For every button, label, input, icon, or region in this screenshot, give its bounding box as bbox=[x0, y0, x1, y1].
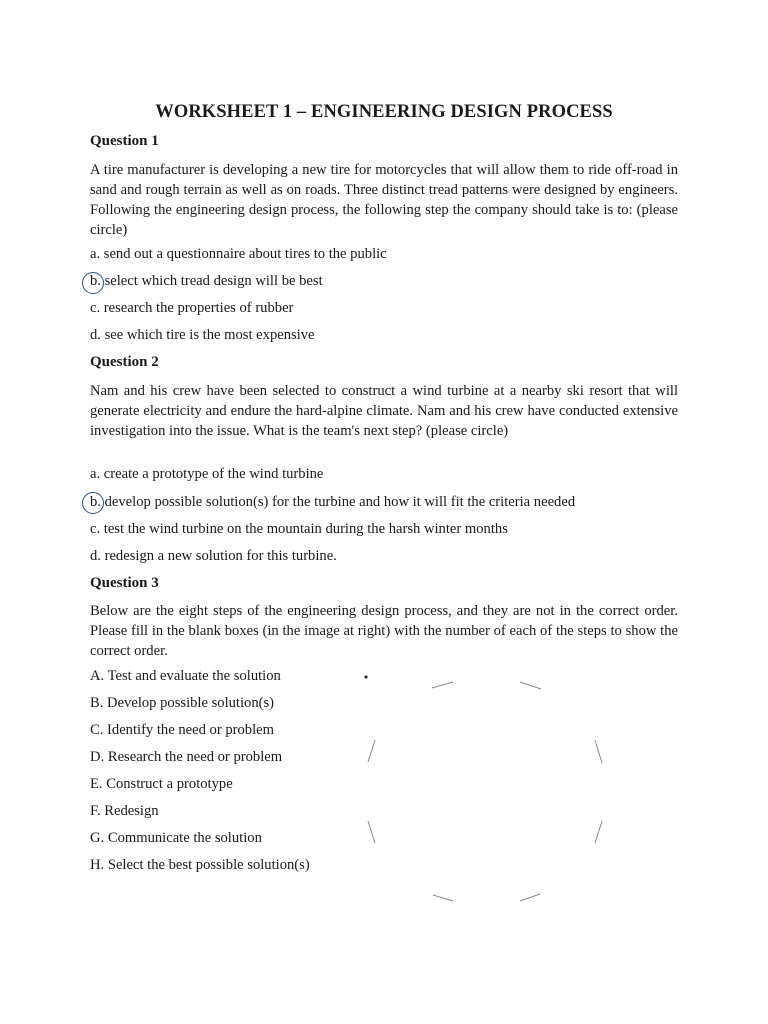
question-1-option-a: a. send out a questionnaire about tires to the public bbox=[90, 246, 387, 262]
question-3-text: Below are the eight steps of the engineering design process, and they are not in the correct order. Please fill in the blank boxes (in the image at right) with the number of each of the steps to show the correct order. bbox=[90, 603, 678, 659]
step-h: H. Select the best possible solution(s) bbox=[90, 857, 310, 873]
diagram-dot bbox=[364, 675, 367, 678]
question-3-heading: Question 3 bbox=[90, 575, 159, 591]
cycle-arrow-right-upper bbox=[595, 740, 602, 763]
question-2-option-d: d. redesign a new solution for this turbine. bbox=[90, 548, 337, 564]
page-title: WORKSHEET 1 – ENGINEERING DESIGN PROCESS bbox=[155, 102, 613, 122]
question-1-text: A tire manufacturer is developing a new tire for motorcycles that will allow them to ride off-road in sand and rough terrain as well as on roads. Three distinct tread patterns were designed by engineers. Following the engineering design process, the following step the company should take is to: (please circle) bbox=[90, 162, 678, 238]
question-1-heading: Question 1 bbox=[90, 133, 159, 149]
cycle-arrow-left-upper bbox=[368, 740, 375, 762]
step-d: D. Research the need or problem bbox=[90, 749, 283, 765]
cycle-arrow-top-left bbox=[432, 682, 453, 688]
question-1-option-b: b. select which tread design will be best bbox=[90, 273, 323, 289]
step-c: C. Identify the need or problem bbox=[90, 722, 274, 738]
question-2-option-a: a. create a prototype of the wind turbine bbox=[90, 466, 324, 482]
step-a: A. Test and evaluate the solution bbox=[90, 668, 281, 684]
cycle-arrow-top-right bbox=[520, 682, 541, 689]
cycle-arrow-bottom-left bbox=[433, 895, 453, 901]
question-2-heading: Question 2 bbox=[90, 354, 159, 370]
step-e: E. Construct a prototype bbox=[90, 776, 233, 792]
step-f: F. Redesign bbox=[90, 803, 159, 819]
question-2-option-c: c. test the wind turbine on the mountain during the harsh winter months bbox=[90, 521, 508, 537]
step-b: B. Develop possible solution(s) bbox=[90, 695, 275, 711]
question-2-option-b: b. develop possible solution(s) for the turbine and how it will fit the criteria needed bbox=[90, 494, 576, 510]
question-1-option-d: d. see which tire is the most expensive bbox=[90, 327, 315, 343]
cycle-arrow-right-lower bbox=[595, 821, 602, 843]
cycle-arrow-left-lower bbox=[368, 821, 375, 843]
design-process-cycle-diagram bbox=[355, 665, 615, 915]
question-1-option-c: c. research the properties of rubber bbox=[90, 300, 294, 316]
cycle-arrow-bottom-right bbox=[520, 894, 540, 901]
step-g: G. Communicate the solution bbox=[90, 830, 262, 846]
question-2-text: Nam and his crew have been selected to construct a wind turbine at a nearby ski resort that will generate electricity and endure the hard-alpine climate. Nam and his crew have conducted extensive investigation into the issue. What is the team's next step? (please circle) bbox=[90, 383, 678, 439]
